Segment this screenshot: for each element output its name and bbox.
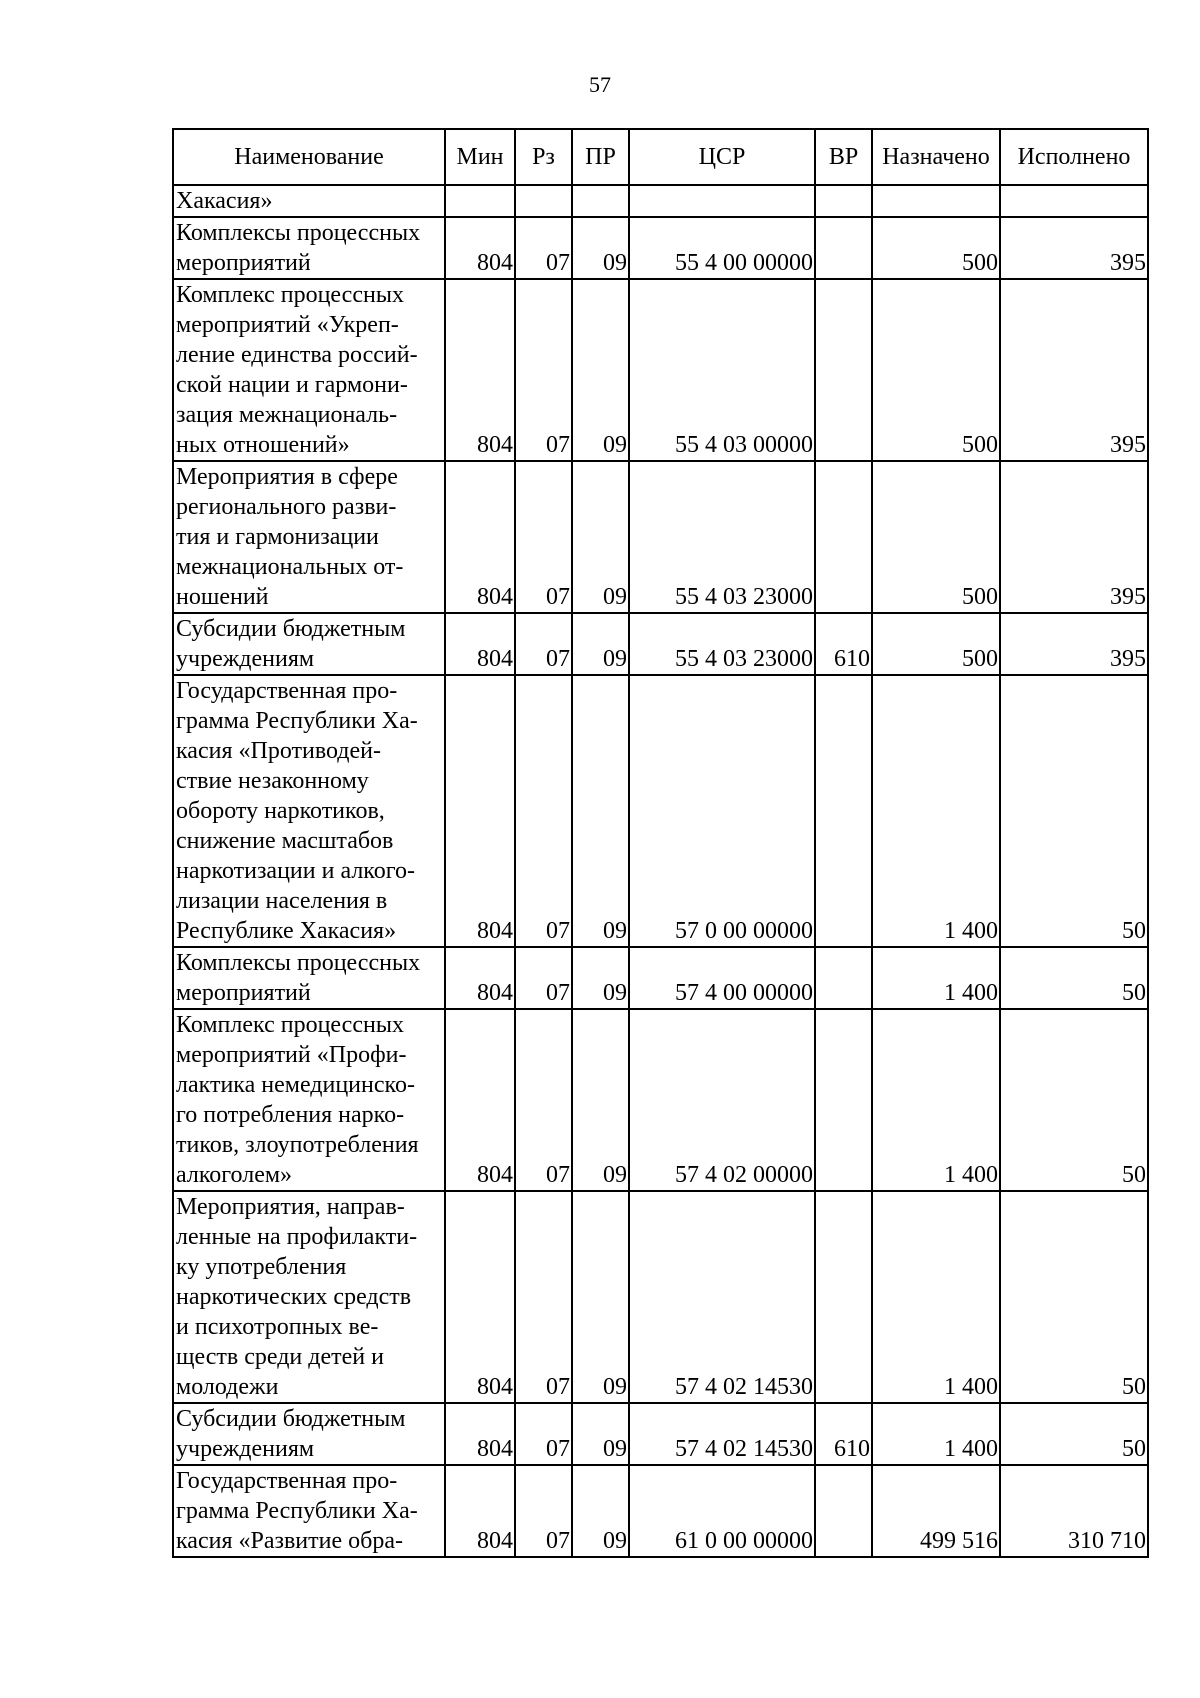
cell-rz: 07 [515,947,572,1009]
cell-min: 804 [445,947,515,1009]
cell-rz: 07 [515,279,572,461]
cell-name: Комплексы процессных мероприятий [173,217,445,279]
cell-executed: 310 710 [1000,1465,1148,1557]
table-row [173,613,1148,675]
cell-assigned: 500 [872,279,1000,461]
cell-pr: 09 [572,1403,629,1465]
cell-rz: 07 [515,461,572,613]
cell-min: 804 [445,279,515,461]
column-header-name: Наименование [173,129,445,185]
cell-min: 804 [445,1403,515,1465]
cell-min [445,185,515,217]
cell-pr: 09 [572,1009,629,1191]
cell-pr: 09 [572,675,629,947]
cell-min: 804 [445,1191,515,1403]
cell-rz: 07 [515,675,572,947]
table-header-row [173,129,1148,185]
table-row [173,217,1148,279]
cell-executed: 395 [1000,613,1148,675]
cell-csr: 57 0 00 00000 [629,675,815,947]
cell-rz: 07 [515,1403,572,1465]
cell-csr: 55 4 03 23000 [629,613,815,675]
cell-pr: 09 [572,461,629,613]
cell-pr: 09 [572,613,629,675]
cell-name: Мероприятия, направ- ленные на профилакти- ку употребления наркотических средств и психотропных ве- ществ среди детей и молодежи [173,1191,445,1403]
cell-name: Комплекс процессных мероприятий «Укреп- ление единства россий- ской нации и гармони- зация межнациональ- ных отношений» [173,279,445,461]
cell-rz: 07 [515,217,572,279]
cell-name: Государственная про- грамма Республики Ха- касия «Развитие обра- [173,1465,445,1557]
cell-vr [815,1465,872,1557]
cell-rz: 07 [515,1191,572,1403]
cell-csr: 55 4 03 00000 [629,279,815,461]
cell-vr [815,1191,872,1403]
cell-assigned: 1 400 [872,1191,1000,1403]
cell-min: 804 [445,1009,515,1191]
table-row [173,185,1148,217]
cell-name: Комплекс процессных мероприятий «Профи- лактика немедицинско- го потребления нарко- тиков, злоупотребления алкоголем» [173,1009,445,1191]
cell-min: 804 [445,613,515,675]
cell-vr [815,217,872,279]
cell-executed: 50 [1000,1009,1148,1191]
cell-pr [572,185,629,217]
cell-executed: 50 [1000,947,1148,1009]
cell-pr: 09 [572,1465,629,1557]
cell-vr [815,461,872,613]
cell-min: 804 [445,1465,515,1557]
cell-csr: 57 4 00 00000 [629,947,815,1009]
cell-rz: 07 [515,1465,572,1557]
cell-csr: 55 4 00 00000 [629,217,815,279]
column-header-vr: ВР [815,129,872,185]
cell-name: Хакасия» [173,185,445,217]
cell-pr: 09 [572,1191,629,1403]
cell-executed: 50 [1000,675,1148,947]
cell-assigned: 499 516 [872,1465,1000,1557]
cell-name: Субсидии бюджетным учреждениям [173,613,445,675]
cell-executed: 395 [1000,217,1148,279]
column-header-rz: Рз [515,129,572,185]
cell-executed: 395 [1000,279,1148,461]
table-row [173,461,1148,613]
cell-assigned: 1 400 [872,1009,1000,1191]
table-row [173,947,1148,1009]
cell-executed: 395 [1000,461,1148,613]
cell-executed: 50 [1000,1191,1148,1403]
column-header-min: Мин [445,129,515,185]
cell-vr: 610 [815,1403,872,1465]
cell-rz [515,185,572,217]
cell-pr: 09 [572,947,629,1009]
cell-csr: 57 4 02 14530 [629,1403,815,1465]
cell-min: 804 [445,461,515,613]
cell-name: Субсидии бюджетным учреждениям [173,1403,445,1465]
cell-name: Мероприятия в сфере регионального разви- тия и гармонизации межнациональных от- ношений [173,461,445,613]
column-header-pr: ПР [572,129,629,185]
cell-vr [815,279,872,461]
cell-vr: 610 [815,613,872,675]
cell-min: 804 [445,675,515,947]
cell-assigned: 1 400 [872,947,1000,1009]
cell-vr [815,947,872,1009]
table-row [173,1191,1148,1403]
cell-csr: 57 4 02 14530 [629,1191,815,1403]
cell-assigned [872,185,1000,217]
cell-csr: 55 4 03 23000 [629,461,815,613]
cell-pr: 09 [572,279,629,461]
cell-vr [815,1009,872,1191]
cell-min: 804 [445,217,515,279]
cell-assigned: 500 [872,613,1000,675]
cell-csr [629,185,815,217]
page-number: 57 [589,72,611,97]
column-header-assigned: Назначено [872,129,1000,185]
cell-pr: 09 [572,217,629,279]
cell-assigned: 500 [872,217,1000,279]
table-row [173,1009,1148,1191]
cell-rz: 07 [515,1009,572,1191]
table-row [173,675,1148,947]
cell-csr: 61 0 00 00000 [629,1465,815,1557]
cell-executed [1000,185,1148,217]
table-row [173,1465,1148,1557]
cell-assigned: 1 400 [872,1403,1000,1465]
cell-name: Комплексы процессных мероприятий [173,947,445,1009]
budget-table [172,128,1149,1558]
cell-csr: 57 4 02 00000 [629,1009,815,1191]
table-row [173,1403,1148,1465]
table-body [173,185,1148,1557]
cell-assigned: 500 [872,461,1000,613]
cell-name: Государственная про- грамма Республики Ха- касия «Противодей- ствие незаконному обороту наркотиков, снижение масштабов наркотизации и алкого- лизации населения в Республике Хакасия» [173,675,445,947]
cell-vr [815,675,872,947]
cell-vr [815,185,872,217]
cell-executed: 50 [1000,1403,1148,1465]
cell-rz: 07 [515,613,572,675]
column-header-csr: ЦСР [629,129,815,185]
cell-assigned: 1 400 [872,675,1000,947]
column-header-executed: Исполнено [1000,129,1148,185]
table-row [173,279,1148,461]
